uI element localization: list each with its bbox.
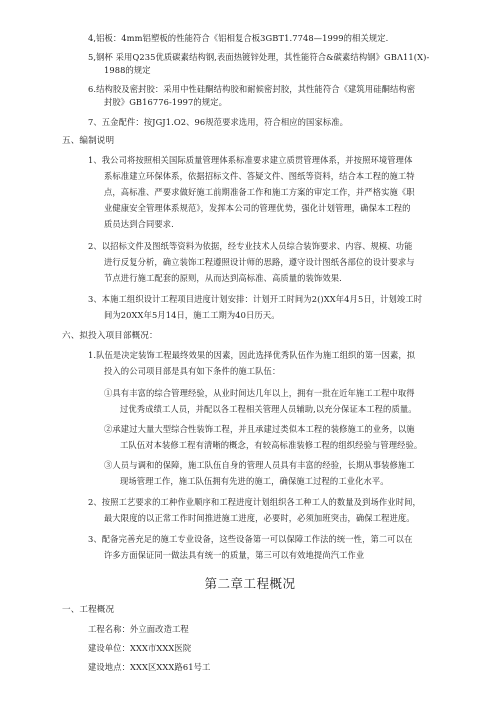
- s6-p1-line-1: 1.队伍是决定装饰工程最终效果的因素，因此选择优秀队伍作为施工组织的第一因素，拟: [88, 350, 416, 360]
- material-item-5-line-2: 1988的规定: [104, 65, 151, 75]
- overview-heading: 一、工程概况: [62, 605, 115, 615]
- section-6-heading: 六、拟投入项目部概况：: [62, 331, 158, 341]
- construction-location: 建设地点：XXX区XXX路61号工: [88, 662, 211, 672]
- s5-p2-line-3: 节点进行施工配套的原则，从而达到高标准、高质量的装饰效果.: [104, 273, 342, 283]
- chapter-title: 第二章工程概况: [204, 576, 296, 591]
- s6-c2-line-1: ②承建过大量大型综合性装饰工程，并且承建过类似本工程的装修施工的业务，以施: [104, 424, 415, 434]
- s6-c1-line-1: ①具有丰富的综合管理经验，从业时间达几年以上，拥有一批在近年施工工程中取得: [104, 388, 415, 398]
- section-5-heading: 五、编制说明: [62, 136, 115, 146]
- s5-p1-line-2: 系标准建立环保体系，依据招标文件、答疑文件、图纸等资料，结合本工程的施工特: [104, 171, 415, 181]
- material-item-7: 7、五金配件：按JGJ1.O2、96规范要求选用，符合相应的国家标准。: [88, 117, 349, 127]
- s6-p2-line-1: 2、按照工艺要求的工种作业顺序和工程进度计划组织各工种工人的数量及到场作业时间，: [88, 497, 421, 507]
- s5-p2-line-2: 进行反复分析，确立装饰工程遵照设计师的思路，遵守设计图纸各部位的设计要求与: [104, 257, 415, 267]
- project-name: 工程名称：外立面改造工程: [88, 624, 189, 634]
- s6-p3-line-2: 许多方面保证同一做法具有统一的质量，第三可以有效地提尚汽工作业: [104, 550, 365, 560]
- s6-c1-line-2: 过优秀成绩工人员，并配以各工程相关管理人员辅助,以充分保证本工程的质量。: [120, 404, 417, 414]
- s5-p3-line-2: 间为20XX年5月14日，施工工期为40日历天。: [104, 310, 280, 320]
- s5-p1-line-4: 业健康安全管理体系规范》，发挥本公司的管理优势，强化计划管理，确保本工程的: [104, 203, 411, 213]
- material-item-6-line-1: 6.结构胶及密封胶：采用中性硅酮结构胶和耐候密封胶，其性能符合《建筑用硅酮结构密: [88, 84, 416, 94]
- s5-p2-line-1: 2、以招标文件及图纸等资料为依据，经专业技术人员综合装饰要求、内容、规模、功能: [88, 241, 413, 251]
- s5-p1-line-5: 质员达到合同要求.: [104, 219, 174, 229]
- material-item-6-line-2: 封胶》GB16776-1997的规定。: [104, 97, 228, 107]
- s5-p1-line-1: 1、我公司将按照相关国际质量管理体系标准要求建立质贯管理体系，并按照环境管理体: [88, 155, 413, 165]
- s6-c3-line-1: ③人员与调和的保障，施工队伍自身的管理人员具有丰富的经验，长期从事装修施工: [104, 460, 415, 470]
- construction-unit: 建设单位：XXX市XXX医院: [88, 643, 192, 653]
- material-item-5-line-1: 5,钢杯 采用Q235优质碳素结构钢,表面热镀锌处理，其性能符合&碳素结构钢》GBΛ11(X)-: [88, 52, 430, 62]
- s5-p3-line-1: 3、本施工组织设计工程项目进度计划安排：计划开工时间为2()XX年4月5日，计划竣工时: [88, 294, 423, 304]
- s6-p3-line-1: 3、配备完善充足的施工专业设备，这些设备第一可以保障工作法的统一性，第二可以在: [88, 534, 413, 544]
- material-item-4: 4,铝板：4mm铝塑板的性能符合《铝相复合板3GBT1.7748—1999的相关规定.: [88, 33, 389, 43]
- s6-c2-line-2: 工队伍对本装修工程有清晰的概念，有较高标准装修工程的组织经验与管理经验。: [120, 440, 423, 450]
- s6-p1-line-2: 投入的公司项目部是具有如下条件的施工队伍：: [104, 366, 281, 376]
- s6-p2-line-2: 最大限度的以正常工作时间推进施工进度，必要时，必须加班突击，确保工程进度。: [104, 513, 415, 523]
- s6-c3-line-2: 现场管理工作，施工队伍拥有先进的施工，确保施工过程的工业化水平。: [120, 476, 389, 486]
- s5-p1-line-3: 点，高标准、严要求做好施工前期准备工作和施工方案的审定工作，并严格实施《职: [104, 187, 415, 197]
